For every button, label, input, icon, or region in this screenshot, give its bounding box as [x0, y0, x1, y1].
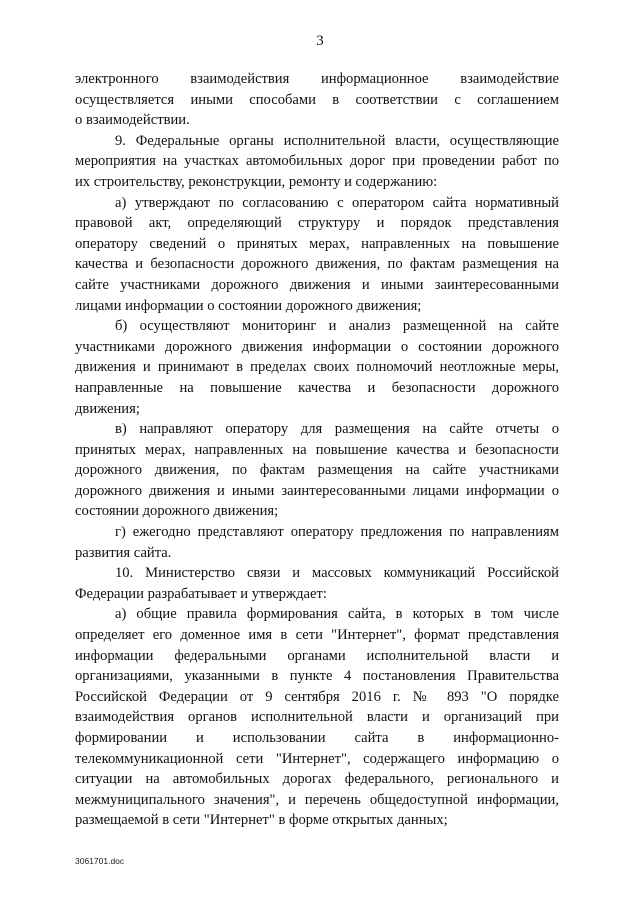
text-line: принятых мерах, направленных на повышение качества и безопасности [75, 441, 559, 458]
text-line: в) направляют оператору для размещения на сайте отчеты о [115, 421, 559, 438]
text-line: формировании и использовании сайта в информационно- [75, 730, 559, 746]
document-body [75, 69, 559, 831]
text-line: взаимодействия органов исполнительной власти и организаций при [75, 709, 559, 726]
text-line: а) утверждают по согласованию с оператором сайта нормативный [115, 194, 559, 211]
text-line: г) ежегодно представляют оператору предложения по направлениям [115, 524, 559, 541]
text-line: Федерации разрабатывает и утверждает: [75, 585, 327, 602]
file-name-footer: 3061701.doc [75, 856, 125, 866]
text-line: дорожного движения и иными заинтересованными лицами информации о [75, 482, 559, 499]
text-line: состоянии дорожного движения; [75, 503, 279, 520]
text-line: Российской Федерации от 9 сентября 2016 г. № 893 "О порядке [75, 688, 559, 705]
text-line: их строительству, реконструкции, ремонту и содержанию: [75, 173, 438, 190]
text-line: телекоммуникационной сети "Интернет", содержащего информацию о [75, 750, 559, 767]
page-number: 3 [316, 33, 324, 49]
text-line: о взаимодействии. [75, 112, 190, 129]
text-line: направленные на повышение качества и безопасности дорожного [75, 379, 559, 396]
text-line: ситуации на автомобильных дорогах федерального, регионального и [75, 771, 559, 788]
text-line: движения; [75, 400, 140, 417]
text-line: информации федеральными органами исполнительной власти и [75, 647, 559, 664]
text-line: сайте участниками дорожного движения и иными заинтересованными [75, 276, 559, 293]
text-line: движения и принимают в пределах своих полномочий неотложные меры, [75, 359, 559, 376]
text-line: участниками дорожного движения информации о состоянии дорожного [75, 338, 559, 355]
text-line: размещаемой в сети "Интернет" в форме открытых данных; [75, 812, 448, 829]
text-line: организациями, указанными в пункте 4 постановления Правительства [75, 668, 559, 685]
text-line: определяет его доменное имя в сети "Интернет", формат представления [75, 627, 559, 644]
text-line: электронного взаимодействия информационное взаимодействие [75, 71, 559, 87]
text-line: межмуниципального значения", и перечень общедоступной информации, [75, 791, 559, 808]
text-line: осуществляется иными способами в соответствии с соглашением [75, 91, 559, 108]
text-line: лицами информации о состоянии дорожного движения; [75, 297, 422, 314]
text-line: а) общие правила формирования сайта, в которых в том числе [115, 606, 559, 623]
text-line: мероприятия на участках автомобильных дорог при проведении работ по [75, 153, 559, 170]
text-line: развития сайта. [75, 544, 172, 561]
text-line: правовой акт, определяющий структуру и порядок представления [75, 215, 559, 232]
text-line: дорожного движения, по фактам размещения на сайте участниками [75, 462, 559, 479]
text-line: качества и безопасности дорожного движения, по фактам размещения на [75, 256, 559, 273]
text-line: оператору сведений о принятых мерах, направленных на повышение [75, 235, 559, 252]
text-line: 10. Министерство связи и массовых коммуникаций Российской [115, 565, 559, 582]
text-line: б) осуществляют мониторинг и анализ размещенной на сайте [115, 318, 559, 335]
text-line: 9. Федеральные органы исполнительной власти, осуществляющие [115, 132, 559, 149]
